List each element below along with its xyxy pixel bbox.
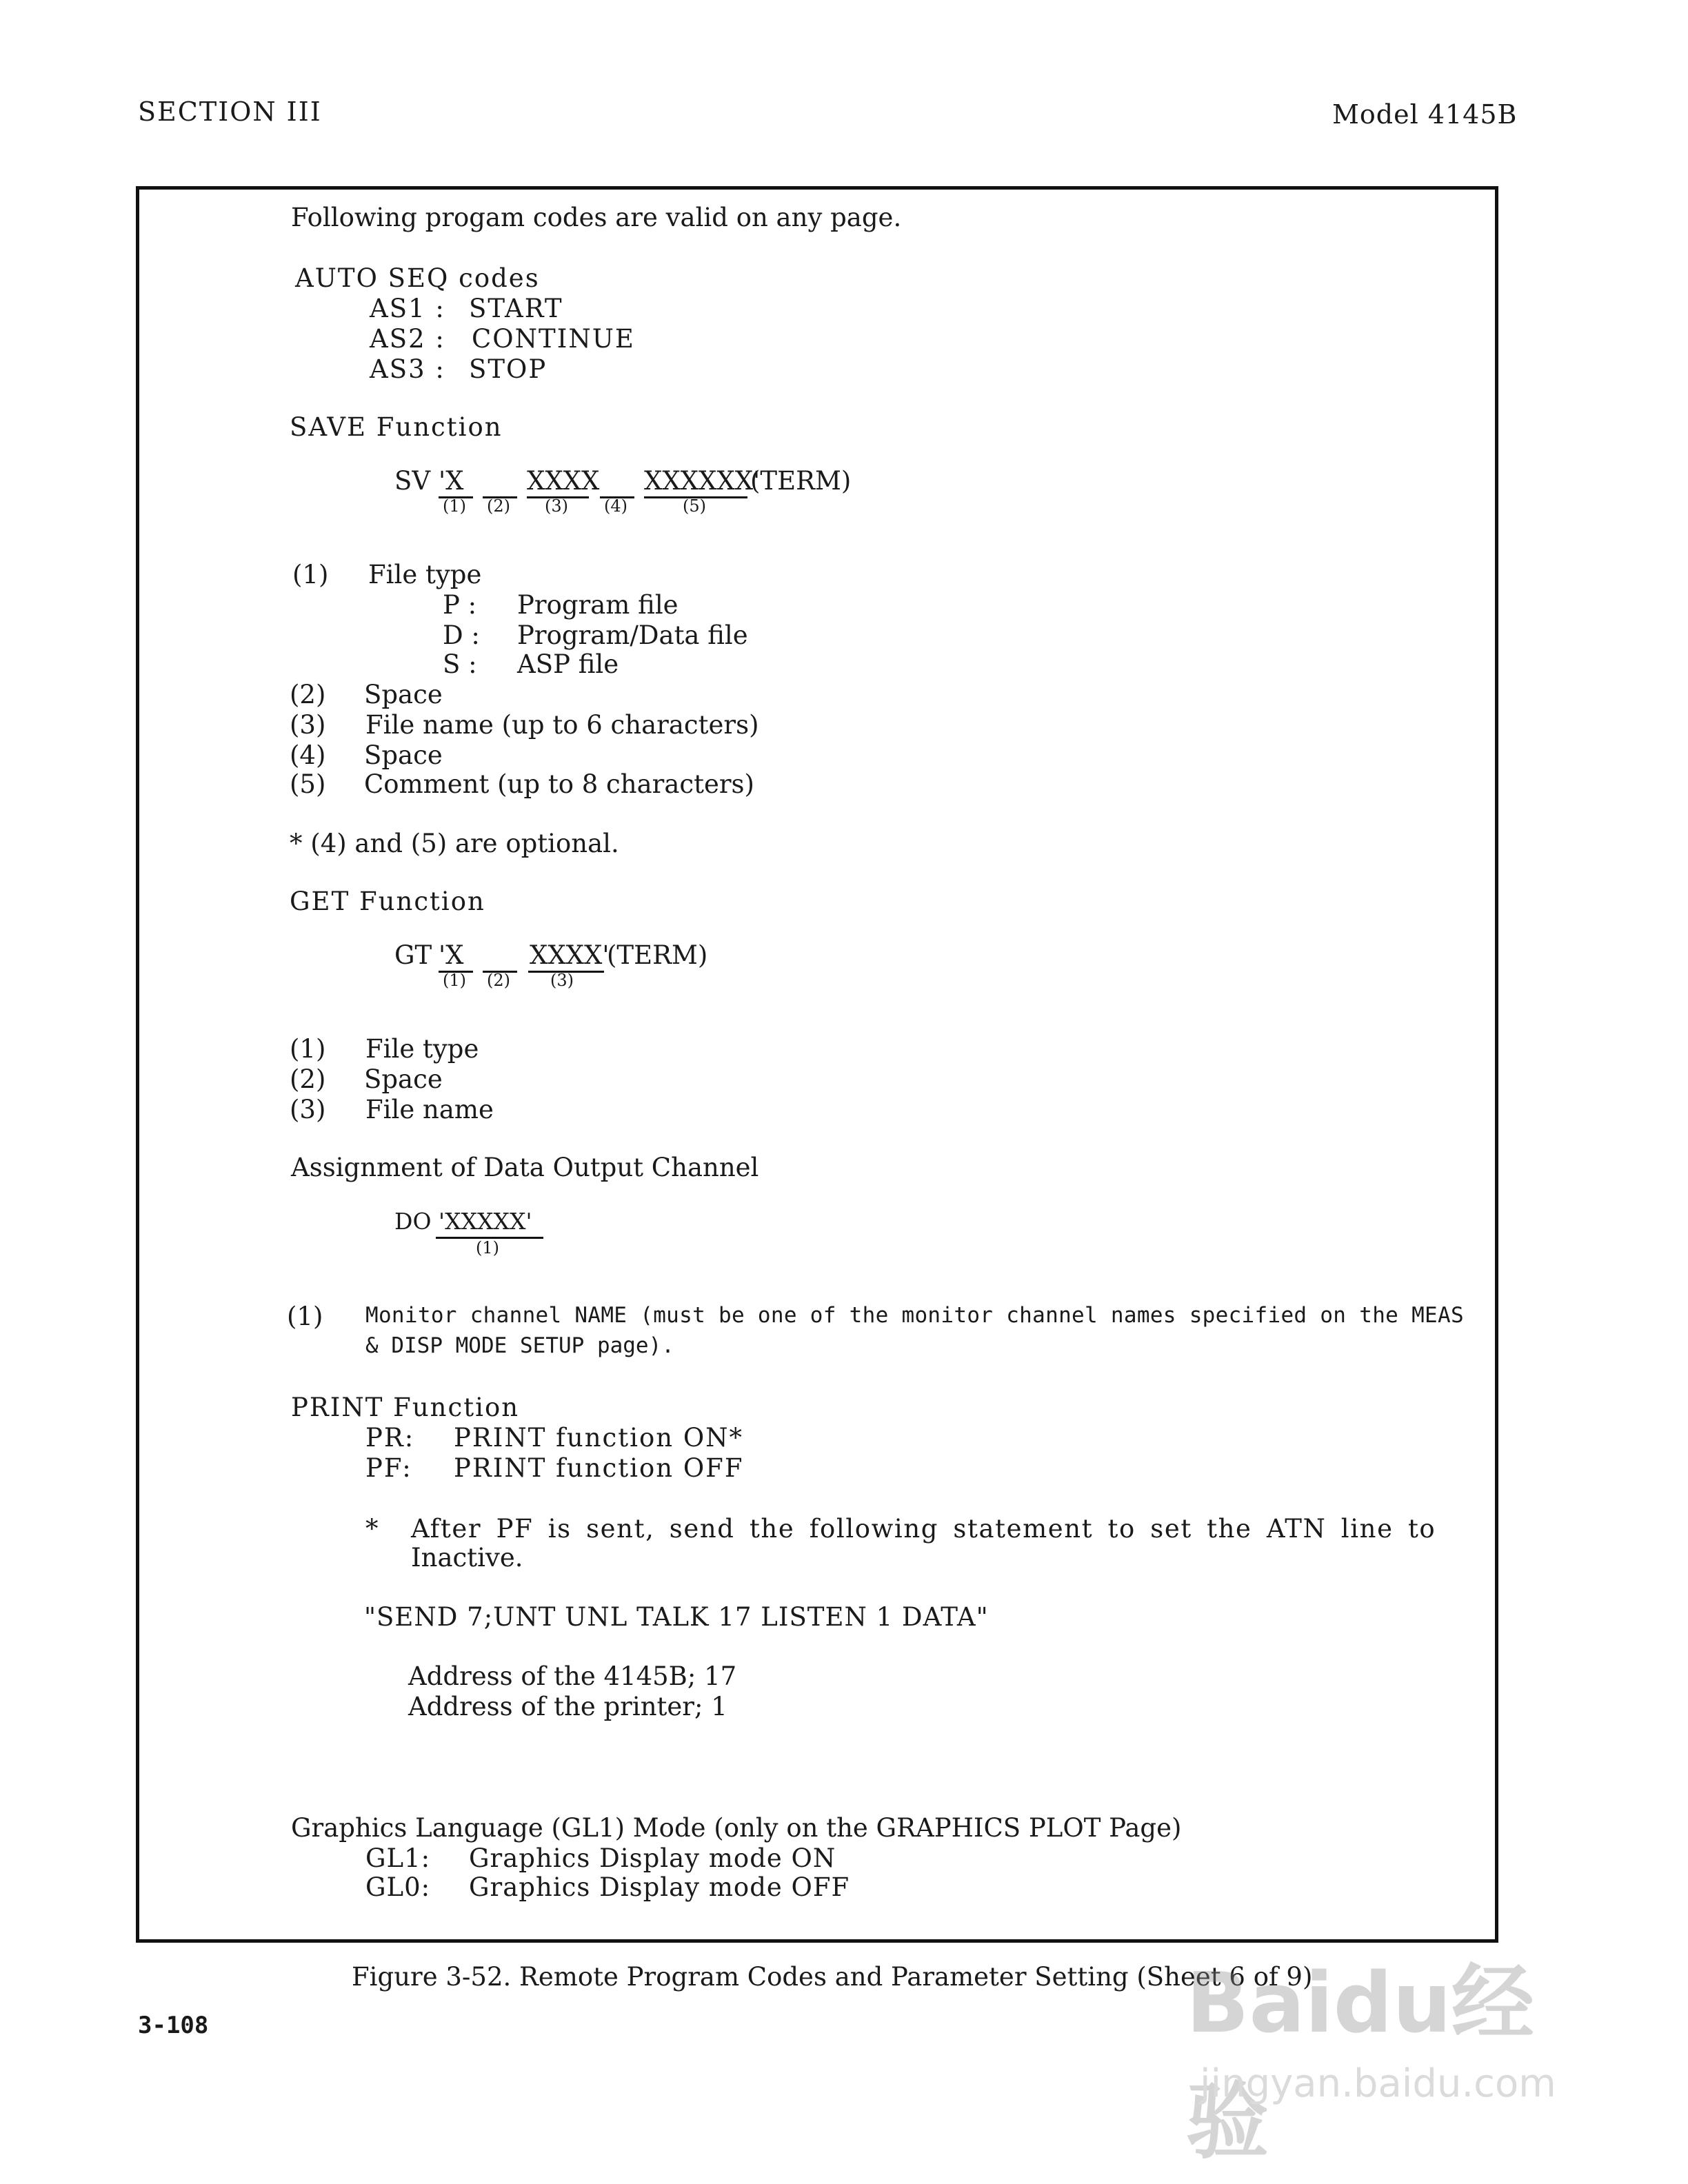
print-note-text: After PF is sent, send the following statement to set the ATN line to <box>411 1514 1436 1544</box>
get-list-num: (1) <box>290 1034 326 1064</box>
filetype-desc: Program file <box>517 590 679 620</box>
save-label-3: (3) <box>545 496 568 516</box>
get-list-text: File type <box>365 1034 479 1064</box>
print-title: PRINT Function <box>291 1393 520 1422</box>
print-address: Address of the printer; 1 <box>408 1692 727 1721</box>
get-title: GET Function <box>290 887 485 916</box>
data-output-item-text: Monitor channel NAME (must be one of the monitor channel names specified on the MEAS <box>365 1303 1464 1328</box>
data-output-item-num: (1) <box>287 1302 323 1331</box>
data-output-label: (1) <box>476 1238 499 1257</box>
filetype-code: S : <box>443 649 477 679</box>
save-title: SAVE Function <box>290 412 503 442</box>
save-list-text: File name (up to 6 characters) <box>365 710 759 740</box>
section-label: SECTION III <box>138 97 322 127</box>
get-cmd: GT <box>394 940 432 970</box>
get-label-1: (1) <box>443 971 466 990</box>
save-list-text: Space <box>364 680 443 709</box>
save-list-num: (1) <box>292 560 329 589</box>
get-list-text: File name <box>365 1095 494 1124</box>
save-label-4: (4) <box>604 496 627 516</box>
save-list-num: (3) <box>290 710 326 740</box>
figure-frame <box>136 186 1498 1943</box>
print-note-star: * <box>365 1514 379 1544</box>
graphics-desc: Graphics Display mode OFF <box>469 1872 850 1902</box>
graphics-title: Graphics Language (GL1) Mode (only on the GRAPHICS PLOT Page) <box>291 1813 1182 1843</box>
data-output-param: 'XXXXX' <box>439 1208 532 1235</box>
save-term: (TERM) <box>750 466 852 496</box>
save-list-num: (2) <box>290 680 326 709</box>
print-code: PR: <box>365 1423 415 1453</box>
graphics-code: GL1: <box>365 1843 431 1873</box>
auto-seq-desc: START <box>469 294 563 323</box>
get-param-3: XXXX' <box>530 940 610 970</box>
get-param-1: 'X <box>439 940 464 970</box>
graphics-code: GL0: <box>365 1872 431 1902</box>
get-label-2: (2) <box>487 971 510 990</box>
save-list-num: (4) <box>290 740 326 770</box>
save-list-text: Space <box>364 740 443 770</box>
data-output-title: Assignment of Data Output Channel <box>291 1153 759 1182</box>
filetype-desc: Program/Data file <box>517 620 748 650</box>
auto-seq-desc: STOP <box>469 354 547 384</box>
save-note: * (4) and (5) are optional. <box>290 829 619 858</box>
print-address: Address of the 4145B; 17 <box>408 1661 737 1691</box>
filetype-code: D : <box>443 620 480 650</box>
data-output-cmd: DO <box>394 1208 432 1235</box>
save-list-text: File type <box>368 560 482 589</box>
print-desc: PRINT function OFF <box>454 1453 744 1483</box>
print-note-text: Inactive. <box>411 1543 523 1573</box>
watermark-brand: Baidu经验 <box>1186 1956 1534 2170</box>
graphics-desc: Graphics Display mode ON <box>469 1843 836 1873</box>
save-label-2: (2) <box>487 496 510 516</box>
auto-seq-desc: CONTINUE <box>472 324 635 354</box>
model-label: Model 4145B <box>1332 99 1518 130</box>
figure-caption: Figure 3-52. Remote Program Codes and Parameter Setting (Sheet 6 of 9) <box>352 1962 1313 1992</box>
auto-seq-code: AS2 : <box>370 324 445 354</box>
get-list-num: (2) <box>290 1064 326 1094</box>
save-label-5: (5) <box>683 496 706 516</box>
get-term: (TERM) <box>607 940 708 970</box>
auto-seq-title: AUTO SEQ codes <box>295 263 540 293</box>
auto-seq-code: AS1 : <box>370 294 445 323</box>
get-list-text: Space <box>364 1064 443 1094</box>
save-label-1: (1) <box>443 496 466 516</box>
get-list-num: (3) <box>290 1095 326 1124</box>
save-cmd: SV <box>394 466 431 496</box>
save-list-num: (5) <box>290 769 326 799</box>
print-desc: PRINT function ON* <box>454 1423 744 1453</box>
save-list-text: Comment (up to 8 characters) <box>364 769 754 799</box>
save-param-1: 'X <box>439 466 464 496</box>
baidu-watermark-logo <box>1186 1910 1572 2170</box>
filetype-desc: ASP file <box>517 649 619 679</box>
filetype-code: P : <box>443 590 477 620</box>
intro-text: Following progam codes are valid on any page. <box>291 203 902 232</box>
print-statement: "SEND 7;UNT UNL TALK 17 LISTEN 1 DATA" <box>364 1602 989 1632</box>
page-number: 3-108 <box>138 2012 209 2039</box>
data-output-item-text: & DISP MODE SETUP page). <box>365 1333 674 1358</box>
save-param-3: XXXX <box>527 466 600 496</box>
save-param-5: XXXXXX' <box>644 466 761 496</box>
get-label-3: (3) <box>550 971 574 990</box>
watermark-url: jingyan.baidu.com <box>1200 2061 1556 2106</box>
print-code: PF: <box>365 1453 412 1483</box>
auto-seq-code: AS3 : <box>370 354 445 384</box>
